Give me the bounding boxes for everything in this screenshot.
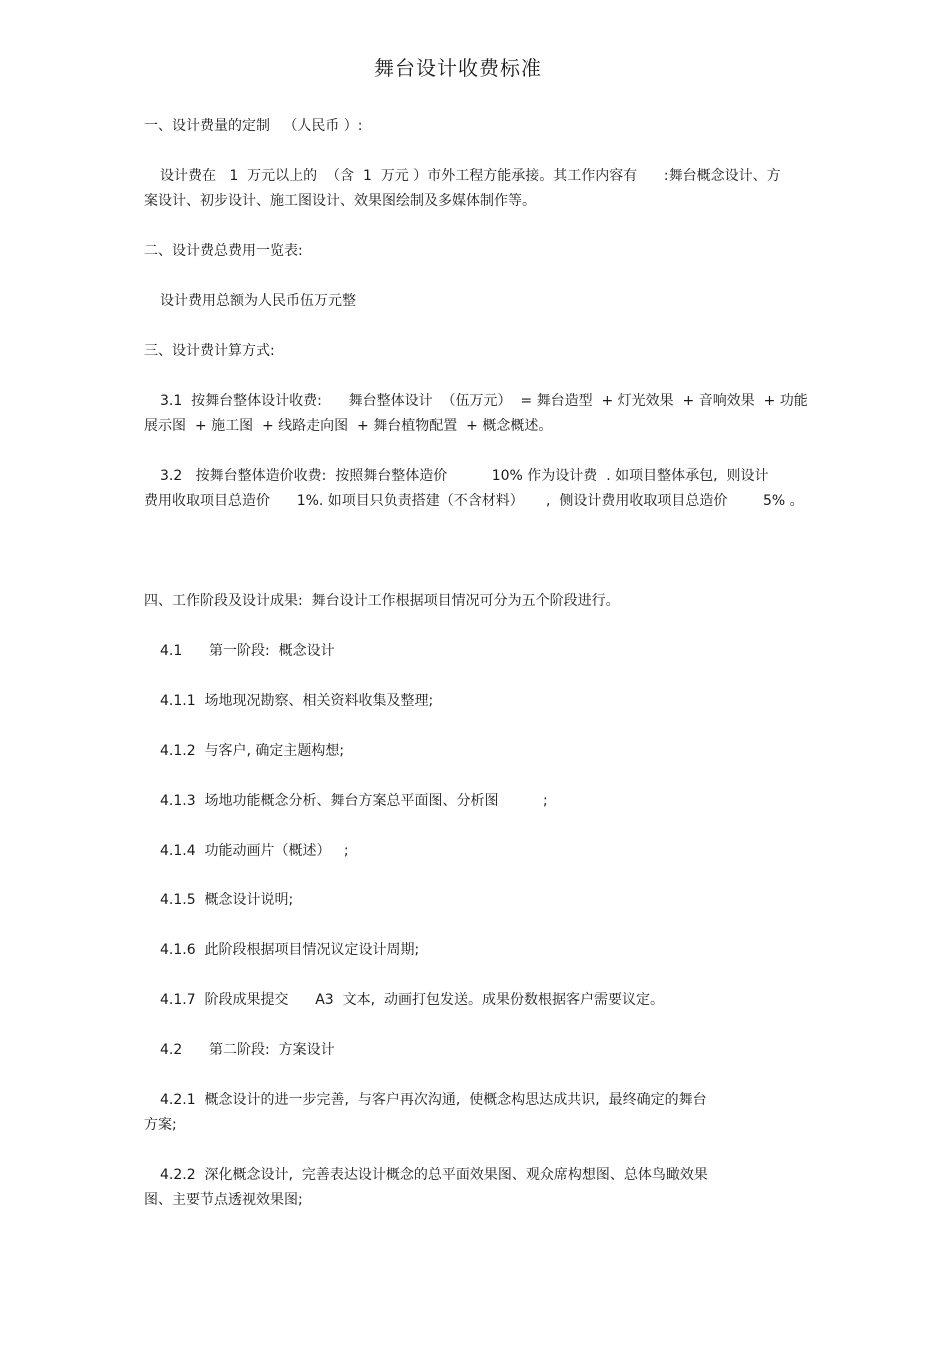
list-item-continuation: 方案;: [144, 1117, 177, 1133]
paragraph-line: 3.2 按舞台整体造价收费: 按照舞台整体造价 10% 作为设计费 . 如项目整体承包, 则设计: [160, 468, 769, 484]
subsection-heading: 4.1 第一阶段: 概念设计: [160, 643, 335, 659]
list-item: 4.1.4 功能动画片（概述） ;: [160, 843, 349, 859]
list-item-continuation: 图、主要节点透视效果图;: [144, 1192, 303, 1208]
document-title: 舞台设计收费标准: [374, 56, 542, 80]
paragraph-line: 3.1 按舞台整体设计收费: 舞台整体设计 （伍万元） = 舞台造型 + 灯光效果 + 音响效果 + 功能: [160, 393, 808, 409]
section-4-heading: 四、工作阶段及设计成果: 舞台设计工作根据项目情况可分为五个阶段进行。: [144, 593, 620, 609]
paragraph-line: 展示图 + 施工图 + 线路走向图 + 舞台植物配置 + 概念概述。: [144, 418, 553, 434]
section-2-heading: 二、设计费总费用一览表:: [144, 243, 303, 259]
paragraph-line: 设计费用总额为人民币伍万元整: [160, 293, 356, 309]
list-item: 4.1.1 场地现况勘察、相关资料收集及整理;: [160, 693, 434, 709]
list-item: 4.1.7 阶段成果提交 A3 文本, 动画打包发送。成果份数根据客户需要议定。: [160, 992, 664, 1008]
list-item: 4.1.5 概念设计说明;: [160, 892, 294, 908]
list-item: 4.1.3 场地功能概念分析、舞台方案总平面图、分析图 ;: [160, 793, 548, 809]
section-3-heading: 三、设计费计算方式:: [144, 343, 275, 359]
subsection-heading: 4.2 第二阶段: 方案设计: [160, 1042, 335, 1058]
paragraph-line: 案设计、初步设计、施工图设计、效果图绘制及多媒体制作等。: [144, 193, 536, 209]
list-item: 4.1.2 与客户, 确定主题构想;: [160, 743, 345, 759]
list-item: 4.2.1 概念设计的进一步完善, 与客户再次沟通, 使概念构思达成共识, 最终确定的舞台: [160, 1092, 707, 1108]
paragraph-line: 设计费在 1 万元以上的 （含 1 万元 ）市外工程方能承接。其工作内容有 :舞台概念设计、方: [160, 168, 781, 184]
section-1-heading: 一、设计费量的定制 （人民币 ）:: [144, 118, 363, 134]
paragraph-line: 费用收取项目总造价 1%. 如项目只负责搭建（不含材料） , 侧设计费用收取项目总造价 5% 。: [144, 493, 804, 509]
list-item: 4.2.2 深化概念设计, 完善表达设计概念的总平面效果图、观众席构想图、总体鸟瞰效果: [160, 1167, 708, 1183]
list-item: 4.1.6 此阶段根据项目情况议定设计周期;: [160, 942, 420, 958]
